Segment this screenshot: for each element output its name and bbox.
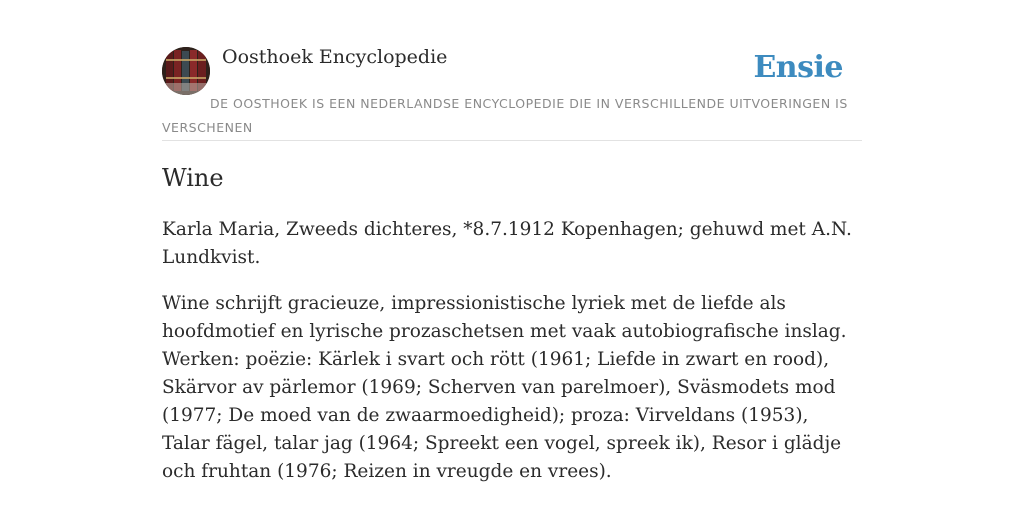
- site-header: [162, 46, 862, 141]
- encyclopedia-books-icon[interactable]: [162, 47, 210, 95]
- site-name[interactable]: Oosthoek Encyclopedie: [222, 46, 448, 68]
- site-tagline: DE OOSTHOEK IS EEN NEDERLANDSE ENCYCLOPEDIE DIE IN VERSCHILLENDE UITVOERINGEN IS VERSCHENEN: [162, 96, 848, 135]
- article-paragraph: Karla Maria, Zweeds dichteres, *8.7.1912 Kopenhagen; gehuwd met A.N. Lundkvist.: [162, 219, 852, 268]
- article-paragraph: Wine schrijft gracieuze, impressionistische lyriek met de liefde als hoofdmotief en lyrische prozaschetsen met vaak autobiografische inslag. Werken: poëzie: Kärlek i svart och rött (1961; Liefde in zwart en rood), Skärvor av pärlemor (1969; Scherven van parelmoer), Sväsmodets mod (1977; De moed van de zwaarmoedigheid); proza: Virveldans (1953), Talar fägel, talar jag (1964; Spreekt een vogel, spreek ik), Resor i glädje och fruhtan (1976; Reizen in vreugde en vrees).: [162, 293, 847, 482]
- article: [162, 160, 862, 486]
- brand-logo[interactable]: Ensie: [753, 50, 843, 85]
- article-title: Wine: [162, 164, 224, 192]
